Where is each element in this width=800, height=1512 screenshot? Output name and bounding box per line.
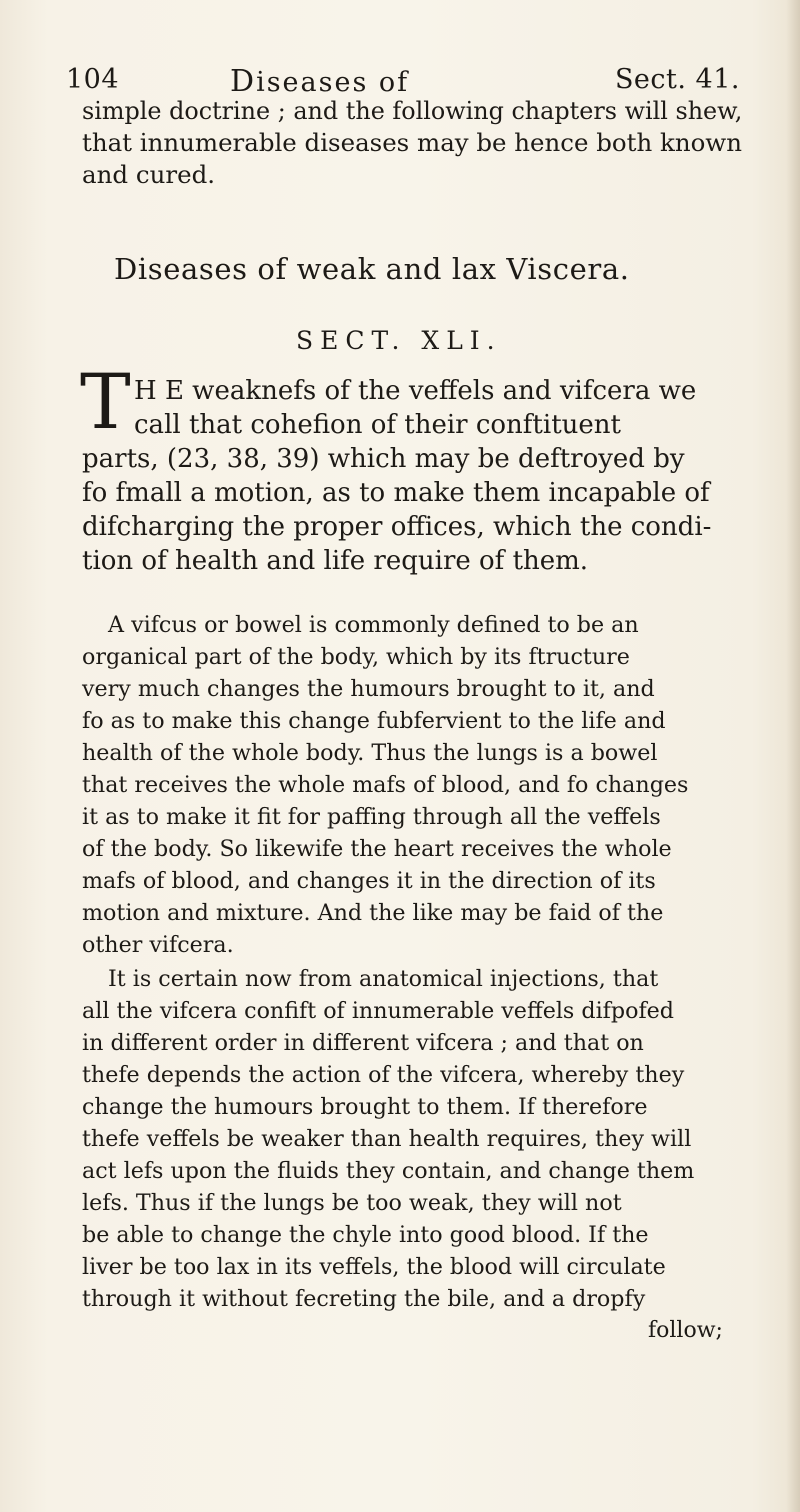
- running-title-initial: D: [230, 64, 257, 99]
- chapter-title: Diseases of weak and lax Viscera.: [114, 252, 630, 286]
- text-line: all the vifcera confift of innumerable veffels difpofed: [82, 998, 674, 1024]
- text-line: mafs of blood, and changes it in the direction of its: [82, 868, 656, 894]
- page-edge-shadow: [786, 0, 800, 1512]
- text-line: call that cohefion of their conftituent: [134, 410, 621, 440]
- text-line: lefs. Thus if the lungs be too weak, they will not: [82, 1190, 622, 1216]
- text-line: act lefs upon the fluids they contain, and change them: [82, 1158, 695, 1184]
- running-title: [230, 64, 409, 99]
- text-line: thefe veffels be weaker than health requires, they will: [82, 1126, 692, 1152]
- running-title-rest: iseases of: [256, 67, 410, 98]
- text-line: health of the whole body. Thus the lungs is a bowel: [82, 740, 658, 766]
- text-line: that innumerable diseases may be hence both known: [82, 128, 742, 157]
- page-number: 104: [66, 64, 120, 95]
- text-line: it as to make it fit for paffing through all the veffels: [82, 804, 661, 830]
- text-line: fo fmall a motion, as to make them incapable of: [82, 478, 710, 508]
- text-line: H E weaknefs of the veffels and vifcera we: [134, 376, 697, 406]
- section-heading: SECT. XLI.: [296, 326, 502, 355]
- text-line: through it without fecreting the bile, and a dropfy: [82, 1286, 646, 1312]
- text-line: A vifcus or bowel is commonly defined to be an: [108, 612, 639, 638]
- text-line: motion and mixture. And the like may be faid of the: [82, 900, 664, 926]
- text-line: thefe depends the action of the vifcera, whereby they: [82, 1062, 685, 1088]
- text-line: It is certain now from anatomical injections, that: [108, 966, 659, 992]
- section-reference: Sect. 41.: [614, 64, 740, 95]
- catchword: follow;: [648, 1318, 723, 1343]
- drop-cap: T: [80, 357, 131, 446]
- text-line: that receives the whole mafs of blood, and fo changes: [82, 772, 689, 798]
- text-line: and cured.: [82, 160, 216, 189]
- text-line: in different order in different vifcera ; and that on: [82, 1030, 644, 1056]
- text-line: very much changes the humours brought to it, and: [82, 676, 655, 702]
- text-line: organical part of the body, which by its ftructure: [82, 644, 630, 670]
- text-line: parts, (23, 38, 39) which may be deftroyed by: [82, 444, 685, 474]
- text-line: other vifcera.: [82, 932, 234, 958]
- text-line: tion of health and life require of them.: [82, 546, 589, 576]
- text-line: difcharging the proper offices, which the condi-: [82, 512, 712, 542]
- text-line: be able to change the chyle into good blood. If the: [82, 1222, 649, 1248]
- text-line: of the body. So likewife the heart receives the whole: [82, 836, 672, 862]
- text-line: change the humours brought to them. If therefore: [82, 1094, 648, 1120]
- text-line: simple doctrine ; and the following chapters will shew,: [82, 96, 743, 125]
- text-line: fo as to make this change fubfervient to the life and: [82, 708, 666, 734]
- text-line: liver be too lax in its veffels, the blood will circulate: [82, 1254, 666, 1280]
